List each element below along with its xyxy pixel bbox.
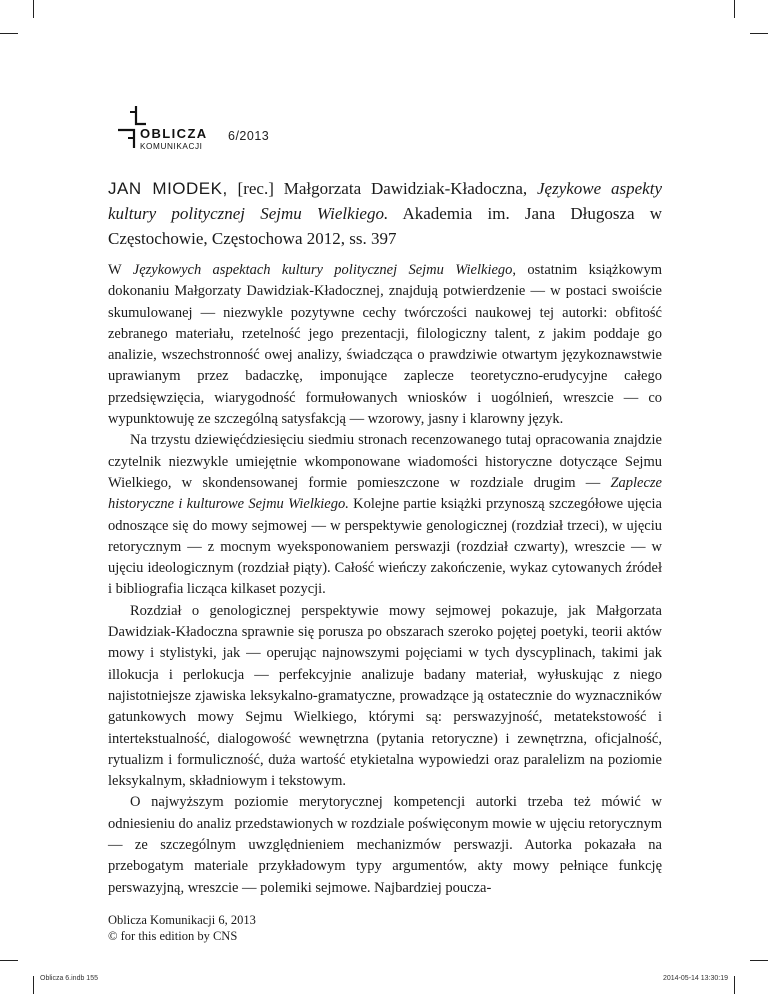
paragraph-3: Rozdział o genologicznej perspektywie mowy sejmowej pokazuje, jak Małgorzata Dawidziak-Kładoczna sprawnie się porusza po obszarach szeroko pojętej poetyki, teorii aktów mowy i stylistyki, jak — operując najnowszymi pojęciami w tych dyscyplinach, takimi jak illokucja i perlokucja — perfekcyjnie analizuje badany materiał, wyłuskując z niego najistotniejsze zjawiska leksykalno-gramatyczne, prowadzące ją ostatecznie do wyznaczników gatunkowych mowy Sejmu Wielkiego, którymi są: perswazyjność, metatekstowość i intertekstualność, dialogowość wewnętrzna (pytania retoryczne) i zewnętrzna, oficjalność, rytualizm i formuliczność, duża wartość etykietalna wypowiedzi oraz paralelizm na poziomie leksykalnym, składniowym i tekstowym.: [108, 602, 662, 790]
review-header: [108, 176, 662, 251]
crop-mark-bottom-right-vertical: [734, 976, 735, 994]
crop-mark-top-right-vertical: [734, 0, 735, 18]
footer-journal: Oblicza Komunikacji 6, 2013: [108, 913, 256, 927]
book-title: Językowe aspekty kultury politycznej Sejmu Wielkiego.: [108, 179, 662, 223]
review-author: JAN MIODEK,: [108, 179, 228, 198]
paragraph-1-start: W: [108, 262, 133, 278]
page-footer: [108, 912, 256, 944]
print-slug-timestamp: 2014-05-14 13:30:19: [663, 975, 728, 982]
crop-mark-top-left-horizontal: [0, 33, 18, 34]
logo-text-line1: OBLICZA: [140, 126, 208, 141]
paragraph-2-chapter-title: Zaplecze historyczne i kulturowe Sejmu Wielkiego.: [108, 474, 662, 513]
paragraph-2-text: Kolejne partie książki przynoszą szczegółowe ujęcia odnoszące się do mowy sejmowej — w perspektywie genologicznej (rozdział trzeci), w ujęciu retorycznym — z mocnym wyeksponowaniem perswazji (rozdział czwarty), wreszcie — w ujęciu ideologicznym (rozdział piąty). Całość wieńczy zakończenie, wykaz cytowanych źródeł i bibliografia licząca kilkaset pozycji.: [108, 496, 662, 598]
paragraph-1: [108, 260, 662, 430]
crop-mark-top-left-vertical: [33, 0, 34, 18]
publication-info: Akademia im. Jana Długosza w Częstochowie, Częstochowa 2012, ss. 397: [108, 204, 663, 248]
paragraph-4: O najwyższym poziomie merytorycznej kompetencji autorki trzeba też mówić w odniesieniu do analiz przedstawionych w rozdziale poświęconym mowie w ujęciu retorycznym — ze szczególnym uwzględnieniem mechanizmów perswazji. Autorka pokazała na przebogatym materiale przykładowym typy argumentów, akty mowy pełniące funkcję perswazyjną, wreszcie — polemiki sejmowe. Najbardziej poucza-: [108, 794, 662, 896]
crop-mark-bottom-right-horizontal: [750, 960, 768, 961]
logo-text-line2: KOMUNIKACJI: [140, 142, 203, 151]
review-prefix: [rec.] Małgorzata Dawidziak-Kładoczna,: [227, 179, 537, 198]
journal-logo: [108, 104, 218, 156]
paragraph-1-book-title: Językowych aspektach kultury politycznej Sejmu Wielkiego: [132, 262, 513, 278]
crop-mark-bottom-left-vertical: [33, 976, 34, 994]
issue-number: 6/2013: [228, 129, 270, 143]
crop-mark-bottom-left-horizontal: [0, 960, 18, 961]
paragraph-1-text: , ostatnim książkowym dokonaniu Małgorzaty Dawidziak-Kładocznej, znajdują potwierdzenie — w postaci swoiście skumulowanej — niezwykle pozytywne cechy twórczości naukowej tej autorki: obfitość zebranego materiału, rzetelność jego prezentacji, filologiczny talent, z jakim poddaje go analizie, wszechstronność owej analizy, świadcząca o prawdziwie otwartym językoznawstwie uprawianym przez badaczkę, imponujące zaplecze teoretyczno-erudycyjne całego przedsięwzięcia, wiarygodność formułowanych wniosków i uogólnień, wreszcie — co wypunktowuję ze szczególną satysfakcją — wzorowy, jasny i klarowny język.: [108, 262, 662, 428]
review-body: [108, 260, 662, 899]
paragraph-2-start: Na trzystu dziewięćdziesięciu siedmiu stronach recenzowanego tutaj opracowania znajdzie czytelnik niezwykle umiejętnie wkomponowane wiadomości historyczne dotyczące Sejmu Wielkiego, w skondensowanej formie pomieszczone w rozdziale drugim —: [108, 432, 662, 491]
footer-copyright: © for this edition by CNS: [108, 929, 238, 943]
logo-mark-icon: [108, 104, 218, 156]
crop-mark-top-right-horizontal: [750, 33, 768, 34]
print-slug-file: Oblicza 6.indb 155: [40, 975, 98, 982]
paragraph-2: [108, 430, 662, 600]
